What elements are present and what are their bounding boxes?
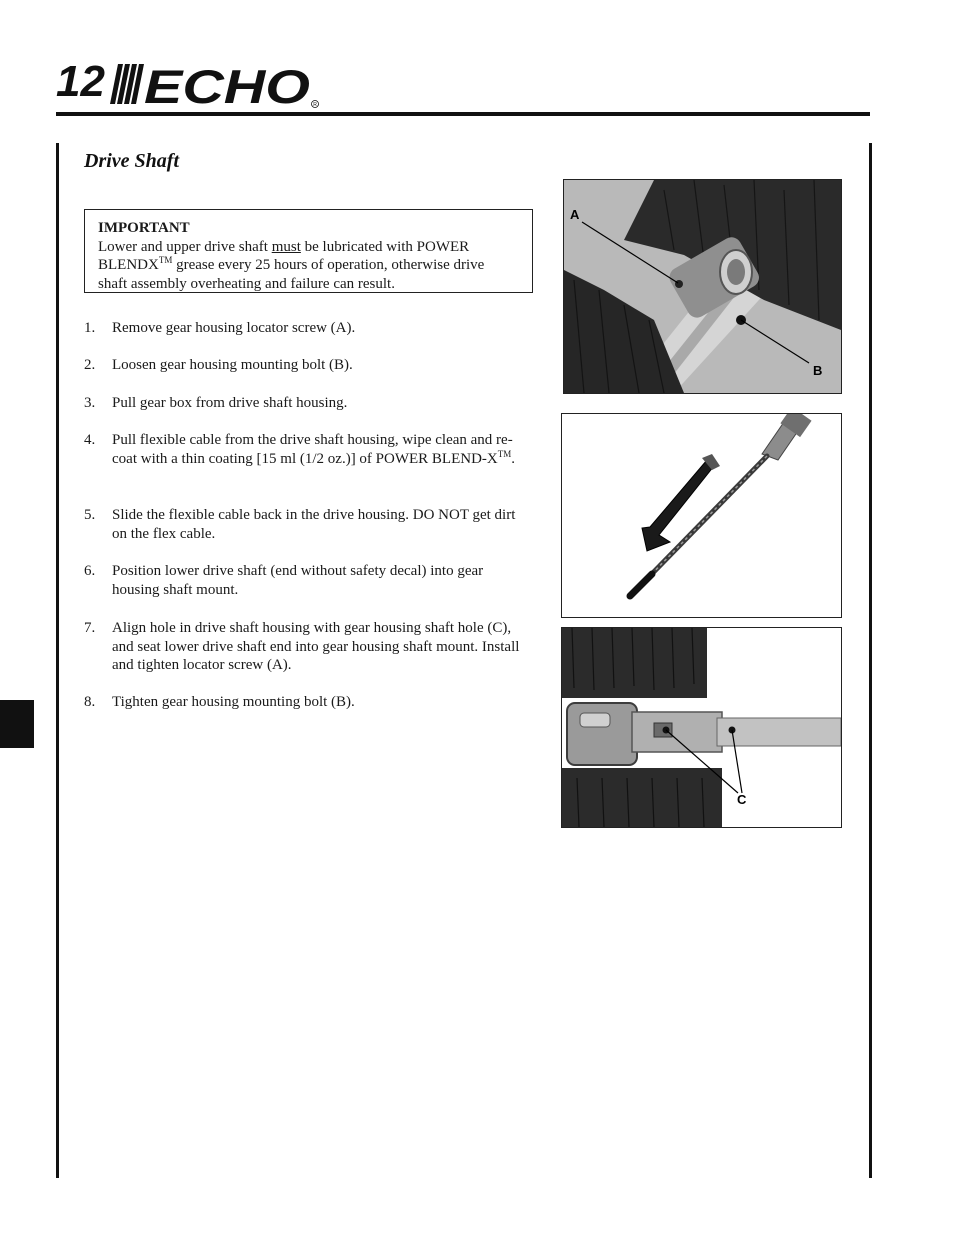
section-thumb-tab: [0, 700, 34, 748]
right-margin-rule: [869, 143, 872, 1178]
step-item: [84, 319, 530, 338]
step-item: [84, 562, 530, 599]
flex-cable-illustration: [562, 414, 841, 617]
trademark-mark: TM: [158, 255, 173, 266]
step-number: 5.: [84, 507, 96, 523]
important-line-3: shaft assembly overheating and failure can result.: [98, 276, 395, 293]
step-text: Position lower drive shaft (end without safety decal) into gear housing shaft mount.: [112, 563, 484, 598]
callout-c: C: [737, 792, 747, 807]
step-number: 1.: [84, 320, 96, 336]
step-text: Align hole in drive shaft housing with gear housing shaft hole (C), and seat lower drive shaft end into gear housing shaft mount. Install and tighten locator screw (A).: [112, 620, 520, 674]
important-line-2: BLENDX™ grease every 25 hours of operation, otherwise drive: [98, 255, 485, 274]
figure-gear-housing-photo: [563, 179, 842, 394]
svg-text:R: R: [313, 102, 317, 108]
step-text: Slide the flexible cable back in the drive housing. DO NOT get dirt on the flex cable.: [112, 507, 516, 542]
step-number: 3.: [84, 395, 96, 411]
step-item: [84, 356, 530, 375]
step-item: [84, 506, 530, 543]
gear-housing-illustration: [564, 180, 841, 393]
step-number: 4.: [84, 432, 96, 448]
trademark-mark: TM: [497, 448, 512, 459]
step-item: [84, 394, 530, 413]
logo-speed-stripes: [110, 64, 144, 104]
emphasis-must: must: [271, 238, 301, 255]
step-number: 7.: [84, 620, 96, 636]
page-number: 12: [56, 57, 105, 106]
step-number: 8.: [84, 694, 96, 710]
step-text: Pull flexible cable from the drive shaft housing, wipe clean and re-coat with a thin coating [15 ml (1/2 oz.)] of POWER BLEND-X™.: [112, 432, 516, 467]
step-item: [84, 693, 530, 712]
header-rule: [56, 112, 870, 116]
step-number: 6.: [84, 563, 96, 579]
step-item: [84, 431, 530, 468]
step-text: Tighten gear housing mounting bolt (B).: [112, 694, 355, 710]
left-margin-rule: [56, 143, 59, 1178]
figure-alignment-photo: [561, 627, 842, 828]
step-item: [84, 619, 530, 675]
step-number: 2.: [84, 357, 96, 373]
section-title: Drive Shaft: [84, 150, 179, 172]
echo-logo: [110, 60, 322, 110]
important-heading: IMPORTANT: [98, 220, 190, 236]
step-text: Loosen gear housing mounting bolt (B).: [112, 357, 353, 373]
alignment-illustration: [562, 628, 841, 827]
step-text: Remove gear housing locator screw (A).: [112, 320, 356, 336]
callout-a: A: [570, 207, 580, 222]
logo-wordmark: ECHO: [144, 60, 310, 110]
important-notice: [84, 209, 533, 293]
callout-b: B: [813, 363, 823, 378]
important-line-1: Lower and upper drive shaft must be lubricated with POWER: [98, 238, 470, 255]
figure-flex-cable-photo: [561, 413, 842, 618]
step-text: Pull gear box from drive shaft housing.: [112, 395, 348, 411]
